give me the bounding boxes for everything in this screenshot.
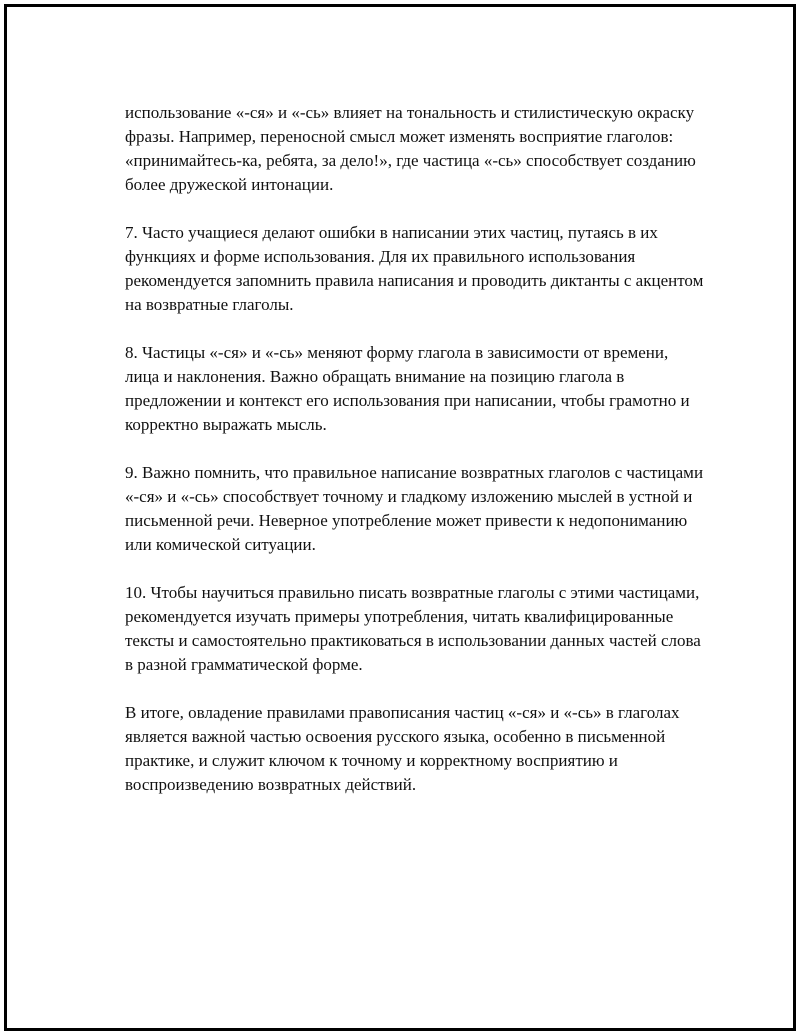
paragraph-conclusion: В итоге, овладение правилами правописания частиц «-ся» и «-сь» в глаголах является важной частью освоения русского языка, особенно в письменной практике, и служит ключом к точному и корректному восприятию и воспроизведению возвратных действий. — [125, 703, 680, 794]
paragraph-item-9: 9. Важно помнить, что правильное написание возвратных глаголов с частицами «-ся» и «-сь» способствует точному и гладкому изложению мыслей в устной и письменной речи. Неверное употребление может привести к недопониманию или комической ситуации. — [125, 463, 704, 554]
paragraph-intro-continuation: использование «-ся» и «-сь» влияет на тональность и стилистическую окраску фразы. Например, переносной смысл может изменять восприятие глаголов: «принимайтесь-ка, ребята, за дело!», где частица «-сь» способствует созданию более дружеской интонации. — [125, 103, 696, 194]
paragraph-item-10: 10. Чтобы научиться правильно писать возвратные глаголы с этими частицами, рекомендуется изучать примеры употребления, читать квалифицированные тексты и самостоятельно практиковаться в использовании данных частей слова в разной грамматической форме. — [125, 583, 701, 674]
document-body — [125, 101, 705, 821]
page-border — [4, 4, 796, 1031]
paragraph-item-8: 8. Частицы «-ся» и «-сь» меняют форму глагола в зависимости от времени, лица и наклонения. Важно обращать внимание на позицию глагола в предложении и контекст его использования при написании, чтобы грамотно и корректно выражать мысль. — [125, 343, 690, 434]
paragraph-item-7: 7. Часто учащиеся делают ошибки в написании этих частиц, путаясь в их функциях и форме использования. Для их правильного использования рекомендуется запомнить правила написания и проводить диктанты с акцентом на возвратные глаголы. — [125, 223, 704, 314]
